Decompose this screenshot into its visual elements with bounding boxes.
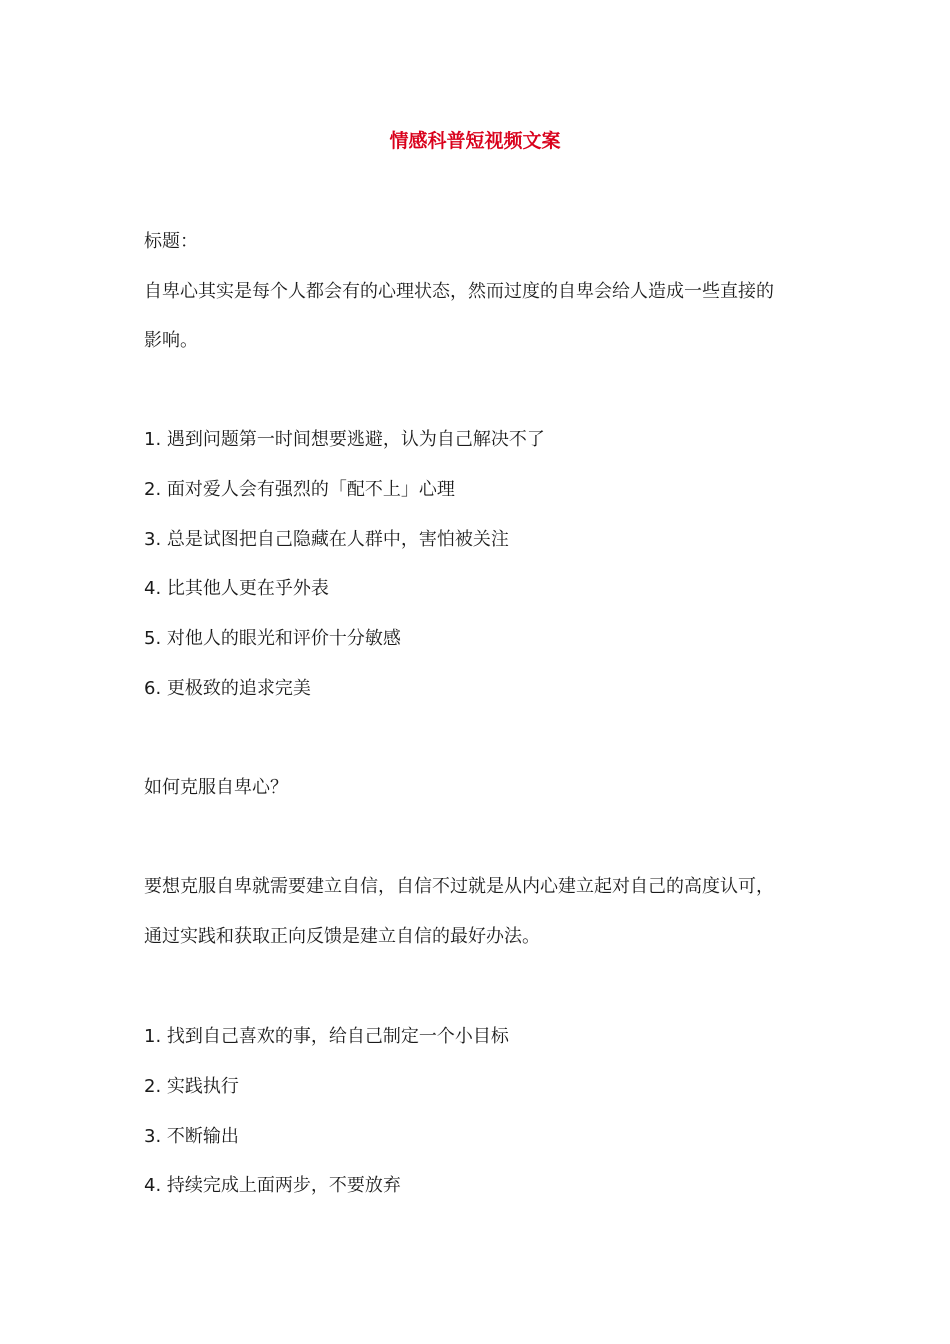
- document-title: 情感科普短视频文案: [389, 130, 561, 152]
- step-item-3: 3. 不断输出: [144, 1126, 239, 1147]
- answer-line-2: 通过实践和获取正向反馈是建立自信的最好办法。: [144, 926, 540, 947]
- intro-label: 标题：: [144, 231, 198, 252]
- effect-item-3: 3. 总是试图把自己隐藏在人群中，害怕被关注: [144, 529, 509, 550]
- effect-item-1: 1. 遇到问题第一时间想要逃避，认为自己解决不了: [144, 429, 545, 450]
- step-item-4: 4. 持续完成上面两步，不要放弃: [144, 1175, 401, 1196]
- intro-line-2: 影响。: [144, 330, 198, 351]
- step-item-1: 1. 找到自己喜欢的事，给自己制定一个小目标: [144, 1026, 509, 1047]
- intro-line-1: 自卑心其实是每个人都会有的心理状态，然而过度的自卑会给人造成一些直接的: [144, 281, 774, 302]
- effect-item-6: 6. 更极致的追求完美: [144, 678, 311, 699]
- answer-line-1: 要想克服自卑就需要建立自信，自信不过就是从内心建立起对自己的高度认可，: [144, 876, 774, 897]
- step-item-2: 2. 实践执行: [144, 1076, 239, 1097]
- effect-item-5: 5. 对他人的眼光和评价十分敏感: [144, 628, 401, 649]
- question-heading: 如何克服自卑心？: [144, 777, 288, 798]
- effect-item-2: 2. 面对爱人会有强烈的「配不上」心理: [144, 479, 455, 500]
- effect-item-4: 4. 比其他人更在乎外表: [144, 578, 329, 599]
